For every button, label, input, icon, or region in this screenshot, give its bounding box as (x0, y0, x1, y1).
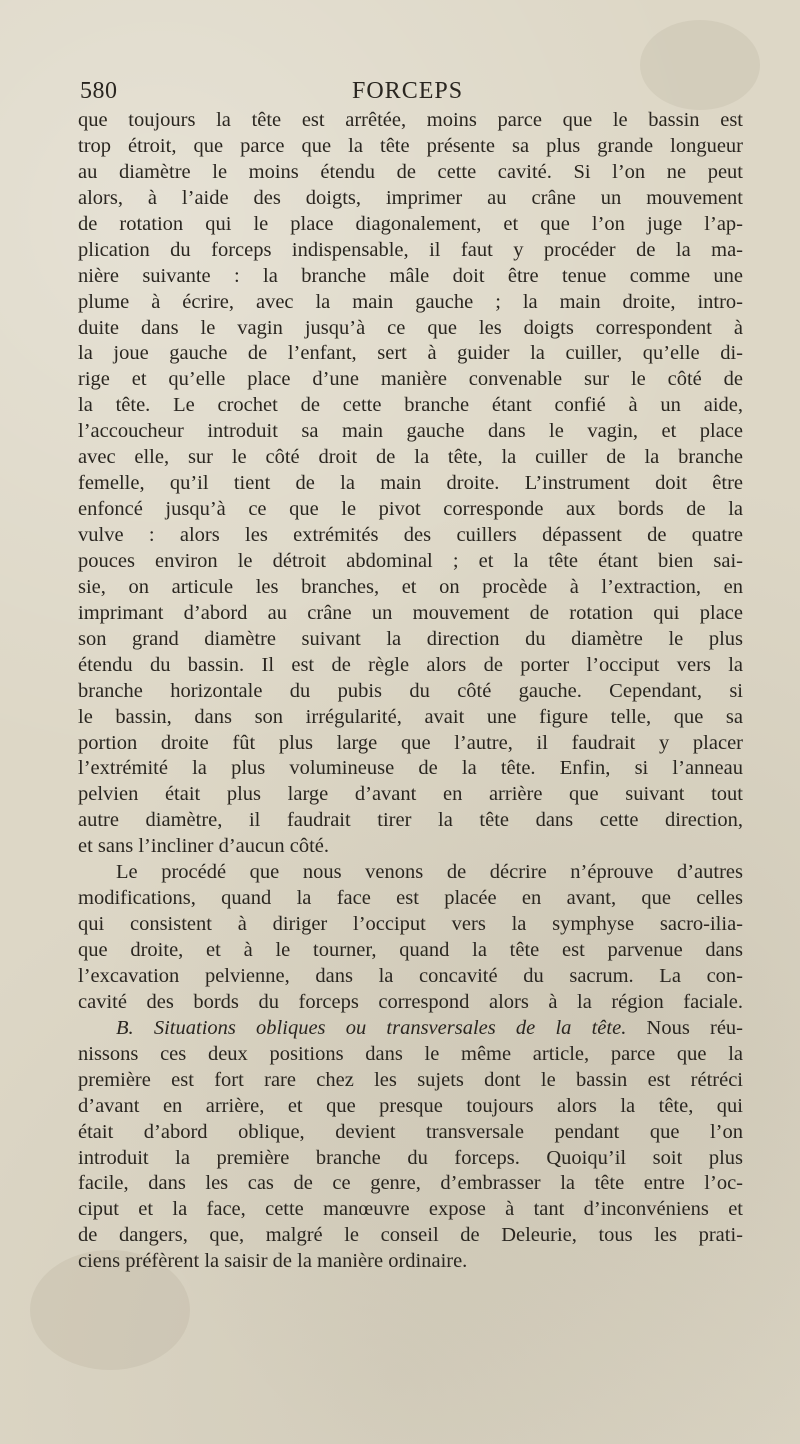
paragraph-end-line: ciens préfèrent la saisir de la manière ordinaire. (78, 1250, 468, 1273)
text-line: était d’abord oblique, devient transversale pendant que l’on (78, 1120, 743, 1143)
text-line: pelvien était plus large d’avant en arrière que suivant tout (78, 783, 743, 806)
text-line: autre diamètre, il faudrait tirer la tête dans cette direction, (78, 809, 743, 832)
text-line: pouces environ le détroit abdominal ; et la tête étant bien sai- (78, 549, 743, 572)
text-line: cavité des bords du forceps correspond alors à la région faciale. (78, 990, 743, 1013)
text-line: le bassin, dans son irrégularité, avait une figure telle, que sa (78, 705, 743, 728)
text-line: plication du forceps indispensable, il faut y procéder de la ma- (78, 238, 743, 261)
text-line: l’accoucheur introduit sa main gauche dans le vagin, et place (78, 420, 743, 443)
text-line: branche horizontale du pubis du côté gauche. Cependant, si (78, 679, 743, 702)
text-line: la joue gauche de l’enfant, sert à guider la cuiller, qu’elle di- (78, 342, 743, 365)
text-line: ciput et la face, cette manœuvre expose à tant d’inconvéniens et (78, 1198, 743, 1221)
text-line: l’excavation pelvienne, dans la concavité du sacrum. La con- (78, 964, 743, 987)
text-line: nière suivante : la branche mâle doit être tenue comme une (78, 264, 743, 287)
text-line: trop étroit, que parce que la tête présente sa plus grande longueur (78, 134, 743, 157)
text-line: au diamètre le moins étendu de cette cavité. Si l’on ne peut (78, 160, 743, 183)
paragraph-first-line: Le procédé que nous venons de décrire n’éprouve d’autres (116, 861, 743, 884)
text-line: sie, on articule les branches, et on procède à l’extraction, en (78, 575, 743, 598)
subsection-title: Situations obliques ou transversales de la tête. (153, 1016, 627, 1039)
text-line: qui consistent à diriger l’occiput vers la symphyse sacro-ilia- (78, 913, 743, 936)
text-line: imprimant d’abord au crâne un mouvement de rotation qui place (78, 601, 743, 624)
text-line: alors, à l’aide des doigts, imprimer au crâne un mouvement (78, 186, 743, 209)
body-text (78, 108, 743, 1275)
text-line: vulve : alors les extrémités des cuillers dépassent de quatre (78, 524, 743, 546)
text-line: facile, dans les cas de ce genre, d’embrasser la tête entre l’oc- (78, 1172, 743, 1195)
page-header (80, 78, 745, 112)
text-line: enfoncé jusqu’à ce que le pivot corresponde aux bords de la (78, 498, 743, 521)
text-line: son grand diamètre suivant la direction du diamètre le plus (78, 627, 743, 650)
text-line: étendu du bassin. Il est de règle alors de porter l’occiput vers la (78, 653, 743, 676)
text-line: plume à écrire, avec la main gauche ; la main droite, intro- (78, 290, 743, 313)
text-line: rige et qu’elle place d’une manière convenable sur le côté de (78, 368, 743, 391)
text-line: que droite, et à le tourner, quand la tête est parvenue dans (78, 939, 743, 961)
running-title: FORCEPS (352, 78, 464, 104)
text-line: d’avant en arrière, et que presque toujours alors la tête, qui (78, 1094, 743, 1117)
text-line: de rotation qui le place diagonalement, et que l’on juge l’ap- (78, 212, 743, 235)
text-line: portion droite fût plus large que l’autre, il faudrait y placer (78, 731, 743, 754)
text-line: introduit la première branche du forceps. Quoiqu’il soit plus (78, 1146, 743, 1169)
subsection-label: B. (116, 1016, 134, 1039)
subsection-heading-line (78, 1016, 743, 1042)
page-number: 580 (80, 78, 118, 104)
text-line: nissons ces deux positions dans le même article, parce que la (78, 1042, 743, 1065)
text-line: femelle, qu’il tient de la main droite. L’instrument doit être (78, 472, 743, 495)
text-line: de dangers, que, malgré le conseil de Deleurie, tous les prati- (78, 1224, 743, 1247)
text-line: avec elle, sur le côté droit de la tête, la cuiller de la branche (78, 446, 743, 469)
text-line: modifications, quand la face est placée en avant, que celles (78, 887, 743, 910)
text-line: que toujours la tête est arrêtée, moins parce que le bassin est (78, 109, 743, 131)
paragraph-end-line: et sans l’incliner d’aucun côté. (78, 835, 330, 858)
text-line: la tête. Le crochet de cette branche étant confié à un aide, (78, 394, 743, 417)
text-line: première est fort rare chez les sujets dont le bassin est rétréci (78, 1068, 743, 1091)
text-line: l’extrémité la plus volumineuse de la tête. Enfin, si l’anneau (78, 757, 743, 780)
subsection-lead: Nous réu- (646, 1016, 744, 1039)
text-line: duite dans le vagin jusqu’à ce que les doigts correspondent à (78, 316, 743, 339)
